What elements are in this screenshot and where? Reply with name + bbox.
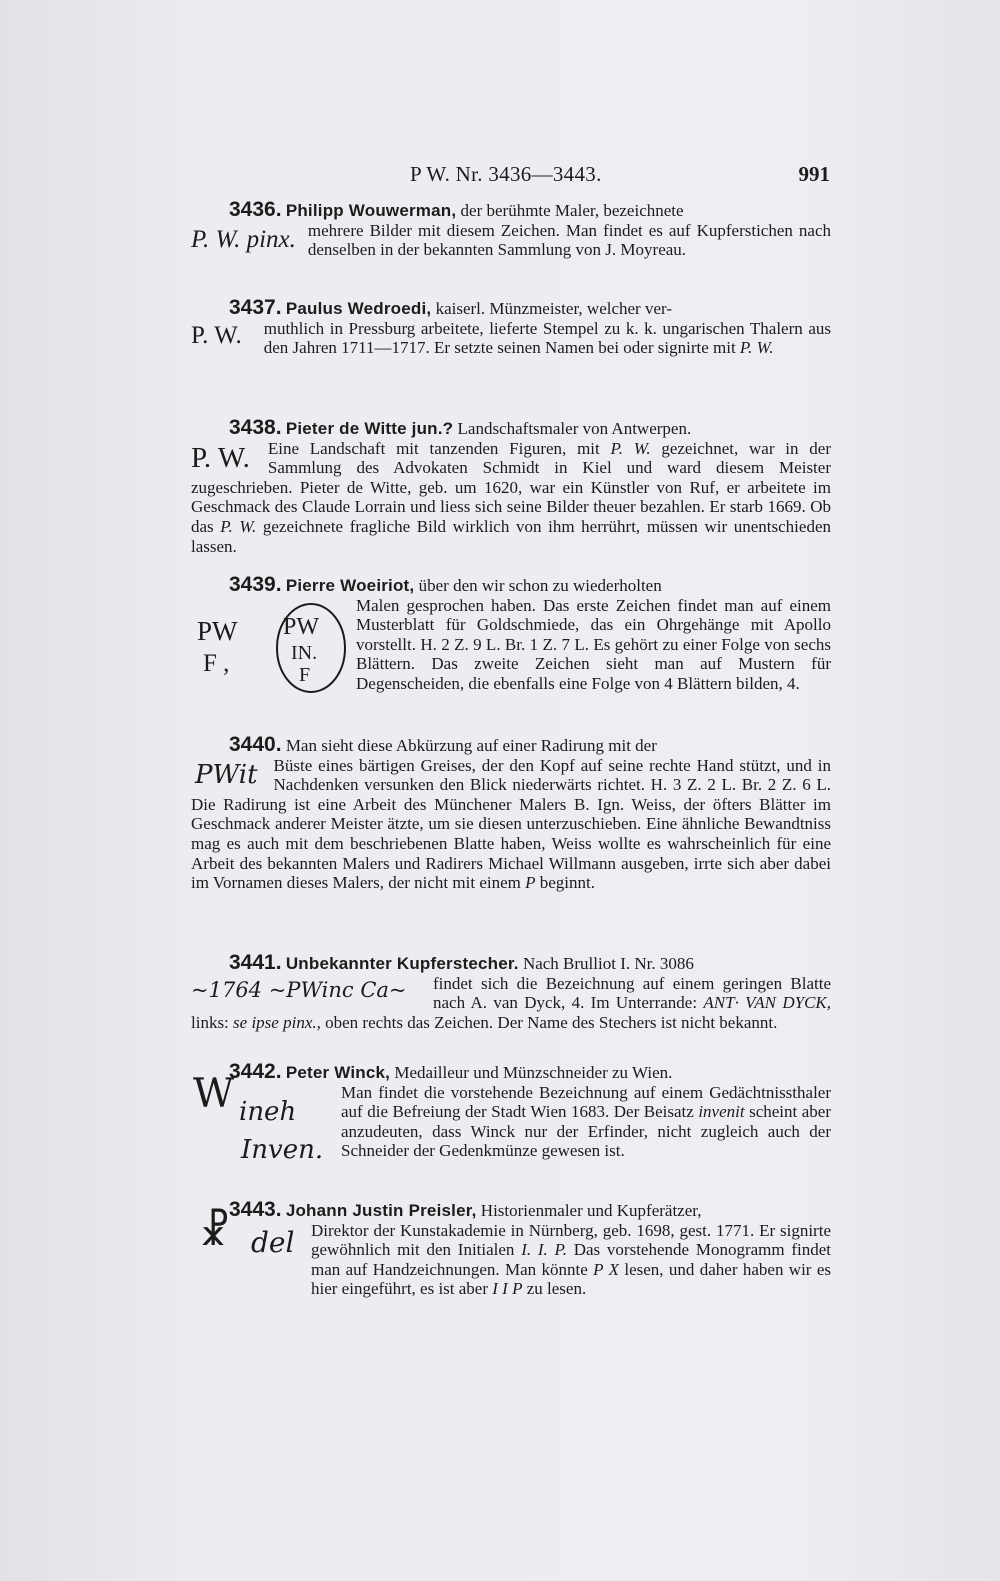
entry-number: 3439. <box>229 573 282 596</box>
entry-body: Eine Landschaft mit tanzenden Figuren, mit <box>267 438 611 458</box>
monogram-mark: P. W. <box>191 321 242 349</box>
entry-body: links: <box>191 1012 234 1032</box>
monogram-mark: P. W. pinx. <box>191 225 296 253</box>
monogram-mark: P. W. <box>191 441 250 474</box>
entry-body: mehrere Bilder mit diesem Zeichen. Man findet es auf Kupferstichen nach denselben in der bekannten Sammlung von J. Moyreau. <box>307 220 831 260</box>
entry-text: über den wir schon zu wiederholten <box>414 576 662 595</box>
entry-3439 <box>191 575 831 694</box>
entry-name: Peter Winck, <box>285 1063 391 1082</box>
entry-3436 <box>191 200 831 260</box>
entry-italic: se ipse pinx., <box>233 1012 321 1032</box>
running-header <box>190 156 830 184</box>
entry-body: gezeichnet, war in der Sammlung des Advokaten Schmidt in Kiel und ward diesem Meister zugeschrieben. Pieter de Witte, geb. um 1620, war ein Künstler von Ruf, er arbeitete im Geschmack des Claude Lorrain und liess sich seine Bilder theuer bezahlen. Er starb 1669. Ob das <box>191 438 831 536</box>
entry-3443 <box>191 1200 831 1299</box>
entry-body: Das vorstehende Monogramm findet man auf Handzeichnungen. Man könnte <box>311 1240 831 1279</box>
monogram-mark-first: PW <box>197 615 238 646</box>
entry-number: 3437. <box>229 296 282 319</box>
entry-name: Unbekannter Kupferstecher. <box>285 954 519 973</box>
monogram-mark-ineh: ineh <box>239 1096 297 1127</box>
monogram-mark-second: PW <box>283 613 319 640</box>
entry-body: Malen gesprochen haben. Das erste Zeichen findet man auf einem Musterblatt für Goldschmiede, das ein Ohrgehänge mit Apollo vorstellt. H. 2 Z. 9 L. Br. 1 Z. 7 L. Es gehört zu einer Folge von sechs Blättern. Das zweite Zeichen sieht man auf Mustern für Degenscheiden, die ebenfalls eine Folge von 4 Blättern bilden, 4. <box>356 595 831 693</box>
monogram-mark-first-f: F , <box>203 649 230 677</box>
entry-body: Büste eines bärtigen Greises, der den Kopf auf seine rechte Hand stützt, und in Nachdenken versunken den Blick niederwärts richtet. H. 3 Z. 2 L. Br. 2 Z. 6 L. Die Radirung ist eine Arbeit des Münchener Malers B. Ign. Weiss, der öfters Blätter im Geschmack anderer Meister ätzte, um sie diesen unterzuschieben. Eine ähnliche Bewandtniss mag es auch mit dem beschriebenen Blatte haben, Weiss wollte es wahrscheinlich für eine Arbeit des bekannten Malers und Radirers Michael Willmann ausgeben, irrte sich aber dabei im Vornamen dieses Malers, der nicht mit einem <box>191 755 831 893</box>
monogram-mark: PWit <box>195 759 258 790</box>
entry-text: Man sieht diese Abkürzung auf einer Radirung mit der <box>281 736 657 755</box>
entry-body: findet sich die Bezeichnung auf einem geringen Blatte nach A. van Dyck, 4. Im Unterrande: <box>433 973 831 1013</box>
entry-text: der berühmte Maler, bezeichnete <box>456 201 684 220</box>
header-title: P W. Nr. 3436—3443. <box>410 162 602 186</box>
entry-italic: ANT· VAN DYCK, <box>703 993 831 1013</box>
entry-name: Paulus Wedroedi, <box>285 299 432 318</box>
entry-italic: P. W. <box>610 438 651 458</box>
entry-body: beginnt. <box>535 873 595 893</box>
entry-italic: I I P <box>492 1279 523 1299</box>
entry-text: Nach Brulliot I. Nr. 3086 <box>518 954 694 973</box>
entry-3440 <box>191 735 831 893</box>
entry-text: Landschaftsmaler von Antwerpen. <box>453 419 692 438</box>
entry-number: 3441. <box>229 951 282 974</box>
entry-name: Johann Justin Preisler, <box>285 1201 477 1220</box>
entry-number: 3442. <box>229 1060 282 1083</box>
monogram-mark-px: ☧ <box>199 1208 231 1255</box>
entry-body: scheint aber anzudeuten, dass Winck nur der Erfinder, nicht zugleich auch der Schneider der Gedenkmünze gewesen ist. <box>341 1102 832 1161</box>
monogram-mark-second-in: IN. <box>291 641 318 664</box>
entry-name: Pierre Woeiriot, <box>285 576 415 595</box>
monogram-mark-inven: Inven. <box>241 1134 324 1165</box>
entry-italic: P. W. <box>739 338 774 358</box>
entry-body: Direktor der Kunstakademie in Nürnberg, geb. 1698, gest. 1771. Er signirte gewöhnlich mit den Initialen <box>311 1220 831 1260</box>
entry-body: lesen, und daher haben wir es hier eingeführt, es ist aber <box>311 1259 831 1299</box>
monogram-mark: ~1764 ~PWinc Ca~ <box>191 977 407 1002</box>
entry-name: Philipp Wouwerman, <box>285 201 457 220</box>
monogram-mark-del: del <box>251 1225 295 1259</box>
monogram-mark-w: W <box>193 1070 235 1117</box>
entry-text: kaiserl. Münzmeister, welcher ver- <box>431 299 672 318</box>
entry-body: oben rechts das Zeichen. Der Name des Stechers ist nicht bekannt. <box>320 1012 778 1032</box>
entry-text: Historienmaler und Kupferätzer, <box>476 1201 702 1220</box>
entry-body: muthlich in Pressburg arbeitete, lieferte Stempel zu k. k. ungarischen Thalern aus den Jahren 1711—1717. Er setzte seinen Namen bei oder signirte mit <box>263 318 831 358</box>
entry-number: 3438. <box>229 416 282 439</box>
entry-number: 3440. <box>229 733 282 756</box>
entry-number: 3436. <box>229 198 282 221</box>
monogram-mark-second-f: F <box>299 663 311 686</box>
entry-3442 <box>191 1062 831 1179</box>
entry-3438 <box>191 418 831 556</box>
entry-name: Pieter de Witte jun.? <box>285 419 454 438</box>
entry-text: Medailleur und Münzschneider zu Wien. <box>390 1063 673 1082</box>
entry-3437 <box>191 298 831 358</box>
entry-italic: I. I. P. <box>521 1240 567 1260</box>
entry-italic: P <box>525 873 536 893</box>
entry-number: 3443. <box>229 1198 282 1221</box>
entry-body: gezeichnete fragliche Bild wirklich von ihm herrührt, müssen wir unentschieden lassen. <box>191 516 831 556</box>
entry-body: Man findet die vorstehende Bezeichnung auf einem Gedächtnissthaler auf die Befreiung der Stadt Wien 1683. Der Beisatz <box>341 1082 831 1122</box>
woeiriot-marks <box>191 596 356 694</box>
entry-italic: invenit <box>698 1102 745 1122</box>
entry-italic: P. W. <box>220 516 257 536</box>
page-number: 991 <box>798 162 830 186</box>
entry-body: zu lesen. <box>522 1279 587 1299</box>
entry-3441 <box>191 953 831 1032</box>
entry-italic: P X <box>593 1259 619 1279</box>
